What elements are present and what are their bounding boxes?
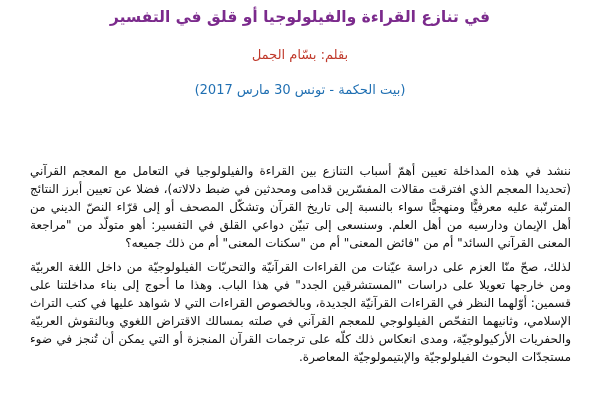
article-title: في تنازع القراءة والفيلولوجيا أو قلق في التفسير bbox=[109, 8, 491, 26]
article-author: بقلم: بسّام الجمل bbox=[251, 48, 349, 63]
article-paragraph-2: لذلك، صحّ منّا العزم على دراسة عيّنات من القراءات القرآنيّة والتحريّات الفيلولوجيّة من داخل اللغة العربيّة ومن خارجها تعويلا على دراسات "المستشرقين الجدد" في هذا الباب. وهذا ما أحوج إلى بناء مداخلتنا على قسمين: أوّلهما النظر في القراءات القرآنيّة الجديدة، وبالخصوص القراءات التي لا شواهد عليها في كتب التراث الإسلامي، وثانيهما التفحّص الفيلولوجي للمعجم القرآني في صلته بمسالك الاقتراض اللغوي وبالنقوش العربيّة والحفريات الأركيولوجيّة، ومدى انعكاس ذلك كلّه على ترجمات القرآن المنجزة أو التي يمكن أن تُنجز في ضوء مستجدّات البحوث الفيلولوجيّة والإبتيمولوجيّة المعاصرة. bbox=[30, 260, 571, 364]
article-paragraph-1: ننشد في هذه المداخلة تعيين أهمّ أسباب التنازع بين القراءة والفيلولوجيا في التعامل مع المعجم القرآني (تحديدا المعجم الذي افترقت مقالات المفسّرين قدامى ومحدثين في ضبط دلالاته)، فضلا عن تعيين أبرز النتائج المترتّبة عليه معرفيًّا ومنهجيًّا سواء بالنسبة إلى تاريخ القرآن وتشكّل المصحف أو إلى قرّاء النصّ الديني من أهل الإيمان ودارسيه من أهل العلم. وسنسعى إلى تبيّن دواعي القلق في التفسير: أهو متولّد من "مراجعة المعنى القرآني السائد" أم من "فائض المعنى" أم من "سكنات المعنى" أم من ذلك جميعه؟ bbox=[30, 164, 571, 250]
article-venue-date: (بيت الحكمة - تونس 30 مارس 2017) bbox=[194, 83, 406, 98]
